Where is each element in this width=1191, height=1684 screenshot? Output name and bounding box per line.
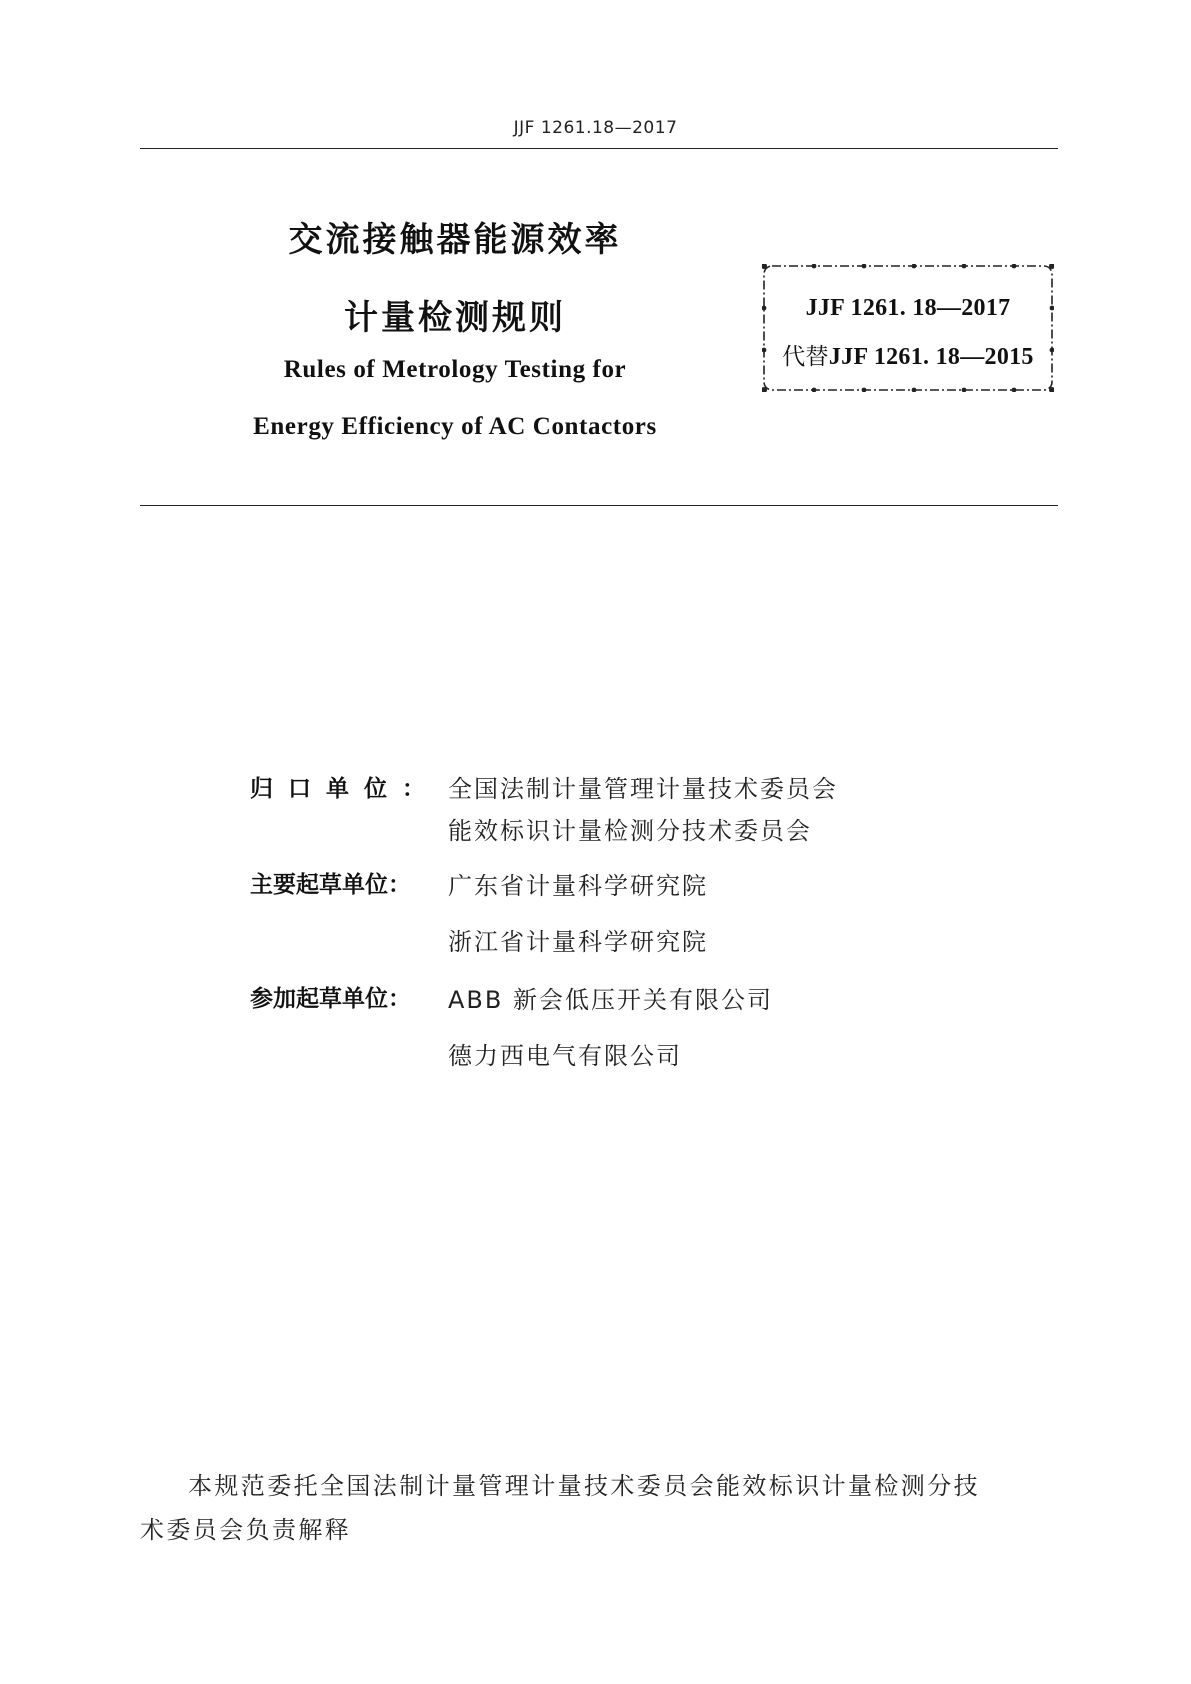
standard-code-header: JJF 1261.18—2017 bbox=[513, 118, 678, 138]
title-english-line-2: Energy Efficiency of AC Contactors bbox=[253, 413, 657, 440]
decorative-border bbox=[762, 264, 1054, 392]
title-divider bbox=[140, 505, 1058, 506]
main-drafting-label: 主要起草单位： bbox=[250, 872, 411, 898]
replaces-code: JJF 1261. 18—2015 bbox=[828, 344, 1034, 370]
title-chinese-line-1: 交流接触器能源效率 bbox=[288, 220, 622, 260]
title-english-line-1: Rules of Metrology Testing for bbox=[283, 356, 627, 383]
responsible-unit-label: 归口单位： bbox=[250, 776, 440, 802]
title-chinese-line-2: 计量检测规则 bbox=[344, 298, 566, 338]
responsible-unit-value-1: 全国法制计量管理计量技术委员会 bbox=[448, 775, 838, 803]
replaces-code-line bbox=[762, 338, 1054, 371]
responsible-unit-value-2: 能效标识计量检测分技术委员会 bbox=[448, 817, 812, 845]
header-divider bbox=[140, 148, 1058, 149]
replaces-prefix: 代替 bbox=[782, 344, 829, 370]
participating-drafting-value-2: 德力西电气有限公司 bbox=[448, 1042, 682, 1070]
interpretation-note-line-1: 本规范委托全国法制计量管理计量技术委员会能效标识计量检测分技 bbox=[188, 1472, 980, 1500]
participating-drafting-label: 参加起草单位： bbox=[250, 986, 411, 1012]
standard-code-box bbox=[762, 264, 1054, 392]
interpretation-note-line-2: 术委员会负责解释 bbox=[140, 1516, 352, 1544]
main-drafting-value-1: 广东省计量科学研究院 bbox=[448, 872, 708, 900]
standard-code: JJF 1261. 18—2017 bbox=[805, 295, 1011, 321]
main-drafting-value-2: 浙江省计量科学研究院 bbox=[448, 928, 708, 956]
participating-drafting-value-1: ABB 新会低压开关有限公司 bbox=[448, 986, 773, 1014]
